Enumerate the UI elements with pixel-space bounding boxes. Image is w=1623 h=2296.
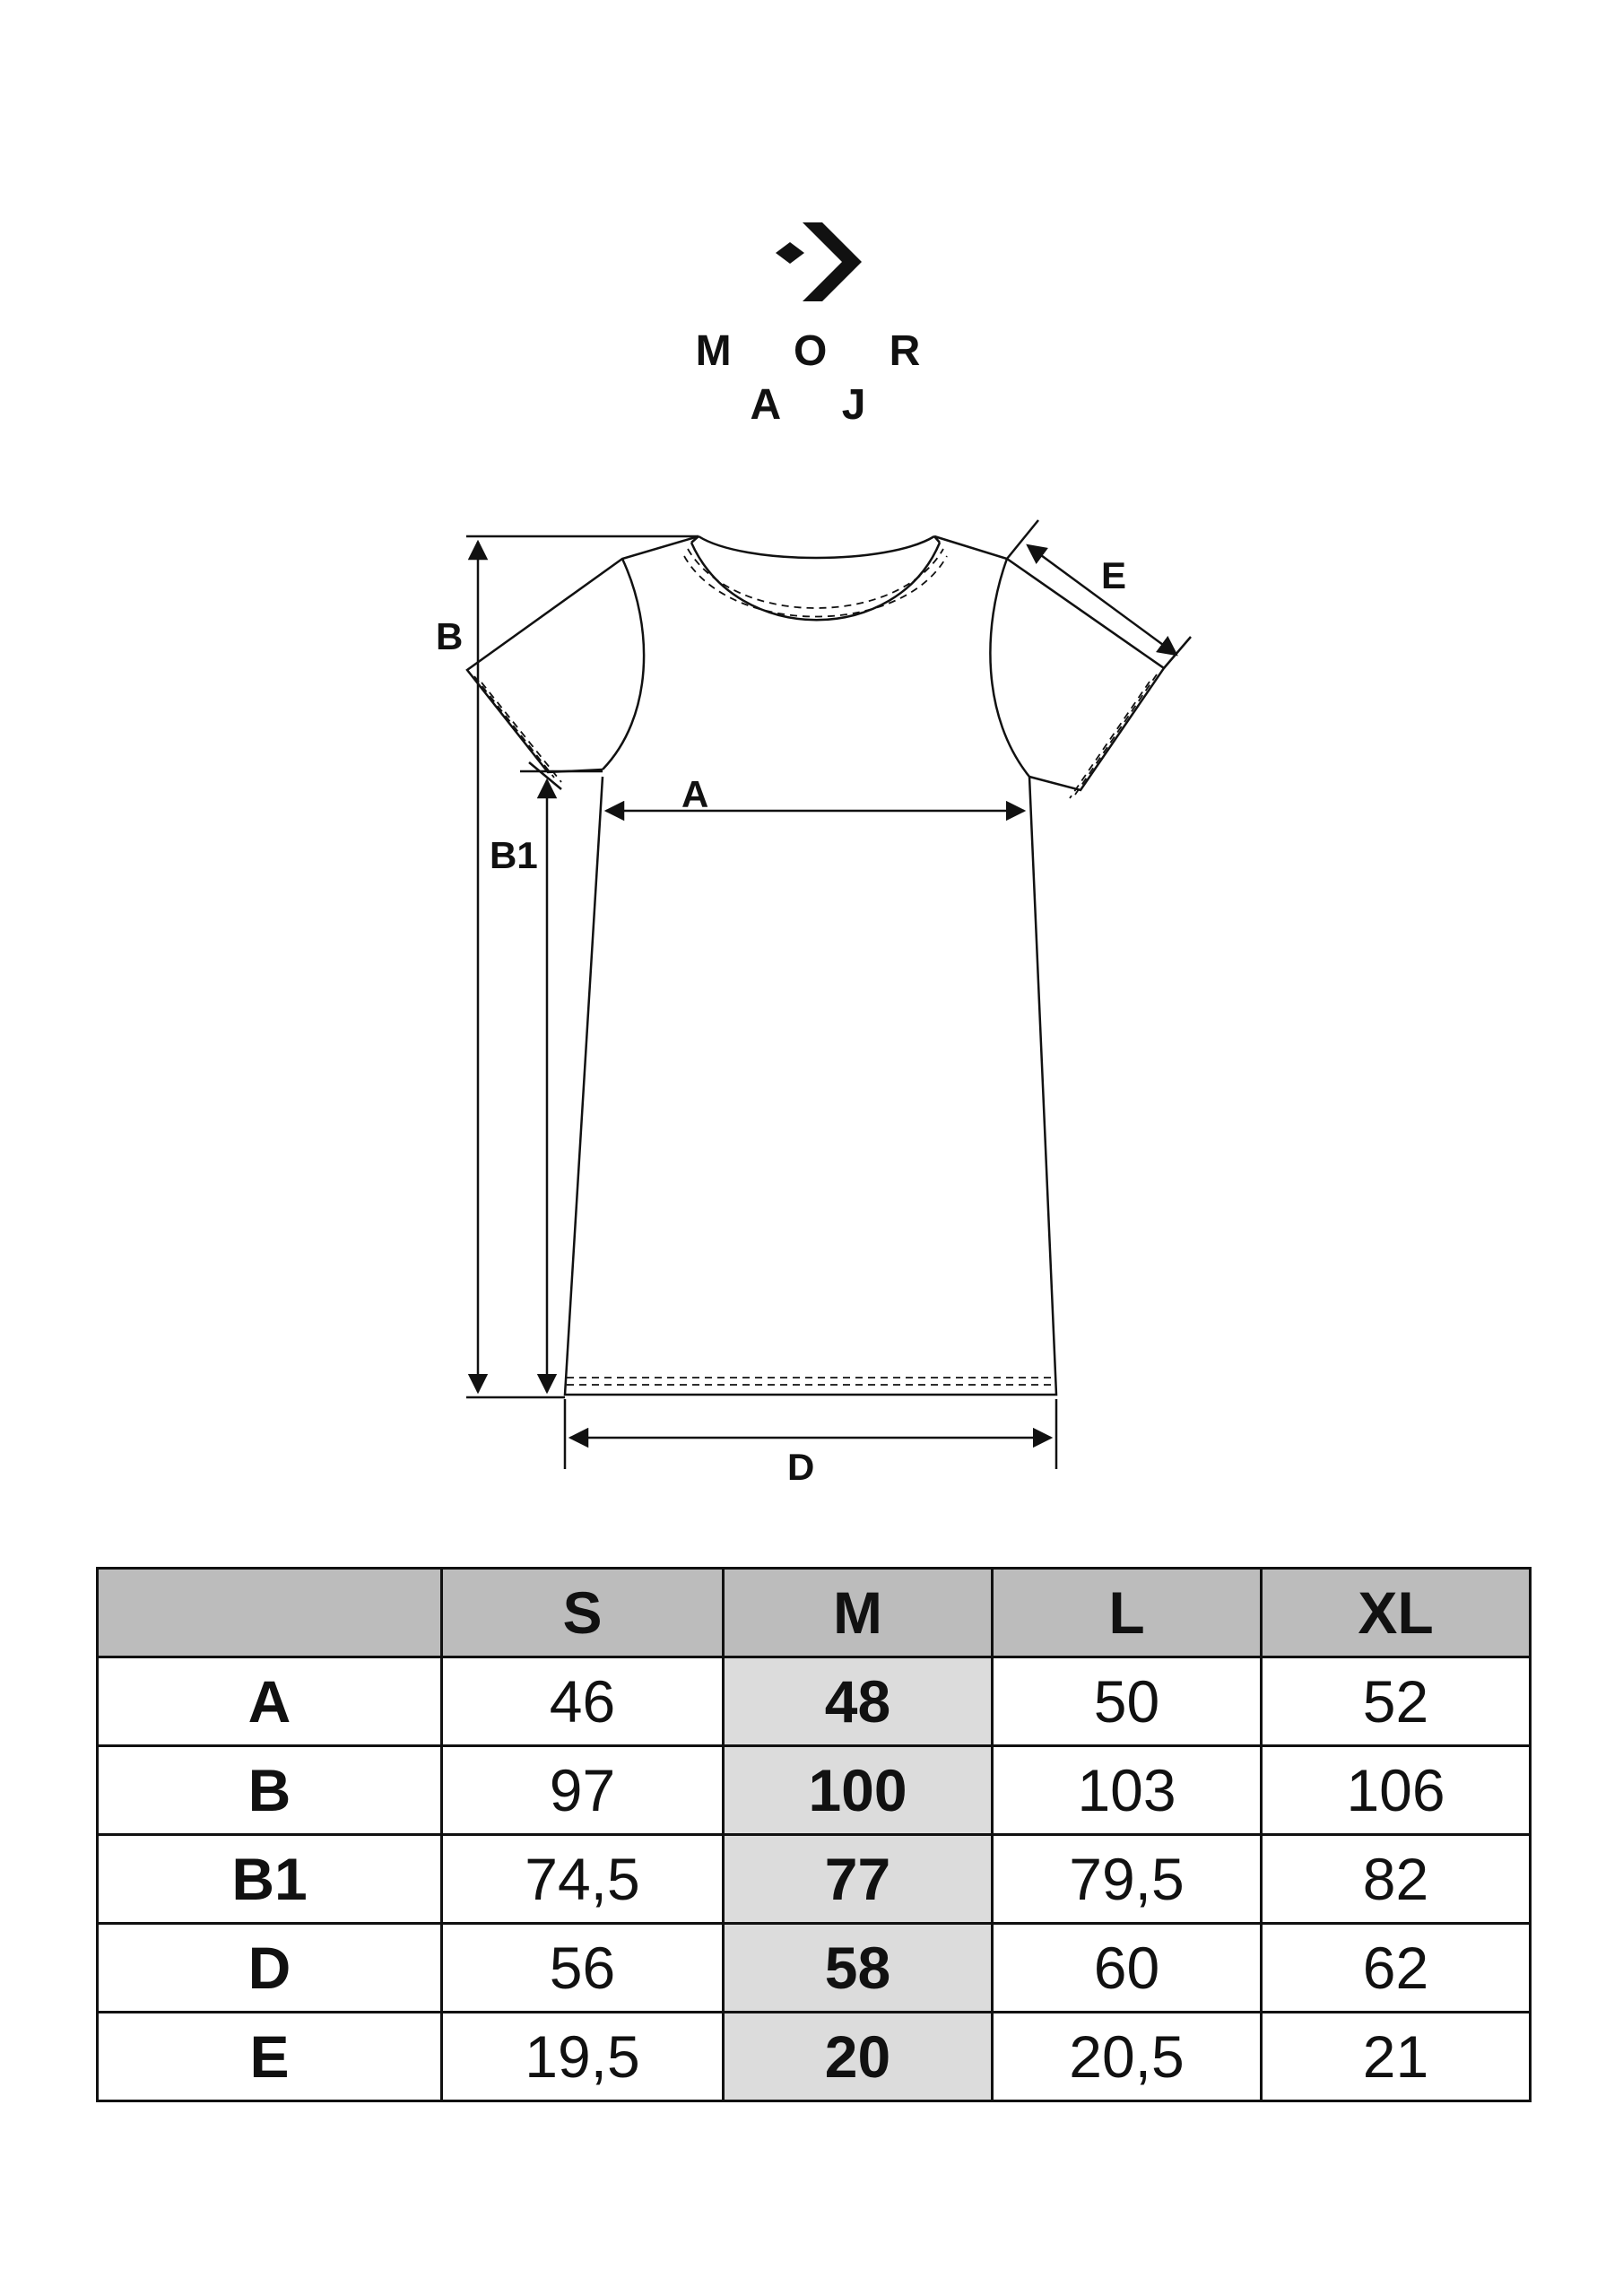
label-a: A (681, 773, 709, 815)
cell-value: 21 (1262, 2013, 1531, 2101)
table-row (98, 2013, 1531, 2101)
header-empty (98, 1569, 442, 1657)
table-row (98, 1924, 1531, 2013)
table-row (98, 1657, 1531, 1746)
row-label: E (98, 2013, 442, 2101)
table-row (98, 1746, 1531, 1835)
cell-value-highlight: 20 (724, 2013, 993, 2101)
tshirt-outline (467, 536, 1164, 1395)
label-b: B (436, 615, 464, 657)
cell-value: 62 (1262, 1924, 1531, 2013)
cell-value: 103 (993, 1746, 1262, 1835)
cell-value: 82 (1262, 1835, 1531, 1924)
cell-value: 106 (1262, 1746, 1531, 1835)
stitch-lines (474, 549, 1157, 1385)
table-header-row (98, 1569, 1531, 1657)
cell-value-highlight: 100 (724, 1746, 993, 1835)
cell-value: 52 (1262, 1657, 1531, 1746)
row-label: D (98, 1924, 442, 2013)
header-size-xl: XL (1262, 1569, 1531, 1657)
row-label: B (98, 1746, 442, 1835)
cell-value: 74,5 (442, 1835, 724, 1924)
label-d: D (787, 1446, 815, 1488)
measure-e (1007, 520, 1191, 668)
cell-value: 19,5 (442, 2013, 724, 2101)
label-e: E (1101, 554, 1127, 596)
table-row (98, 1835, 1531, 1924)
cell-value-highlight: 48 (724, 1657, 993, 1746)
cell-value-highlight: 77 (724, 1835, 993, 1924)
row-label: B1 (98, 1835, 442, 1924)
measure-b (466, 536, 699, 1397)
cell-value: 56 (442, 1924, 724, 2013)
cell-value: 46 (442, 1657, 724, 1746)
header-size-s: S (442, 1569, 724, 1657)
size-chart-table (96, 1567, 1532, 2102)
cell-value: 79,5 (993, 1835, 1262, 1924)
header-size-l: L (993, 1569, 1262, 1657)
header-size-m: M (724, 1569, 993, 1657)
cell-value: 60 (993, 1924, 1262, 2013)
brand-name: M O R A J (695, 327, 946, 429)
cell-value-highlight: 58 (724, 1924, 993, 2013)
cell-value: 50 (993, 1657, 1262, 1746)
cell-value: 20,5 (993, 2013, 1262, 2101)
row-label: A (98, 1657, 442, 1746)
cell-value: 97 (442, 1746, 724, 1835)
label-b1: B1 (490, 834, 538, 876)
